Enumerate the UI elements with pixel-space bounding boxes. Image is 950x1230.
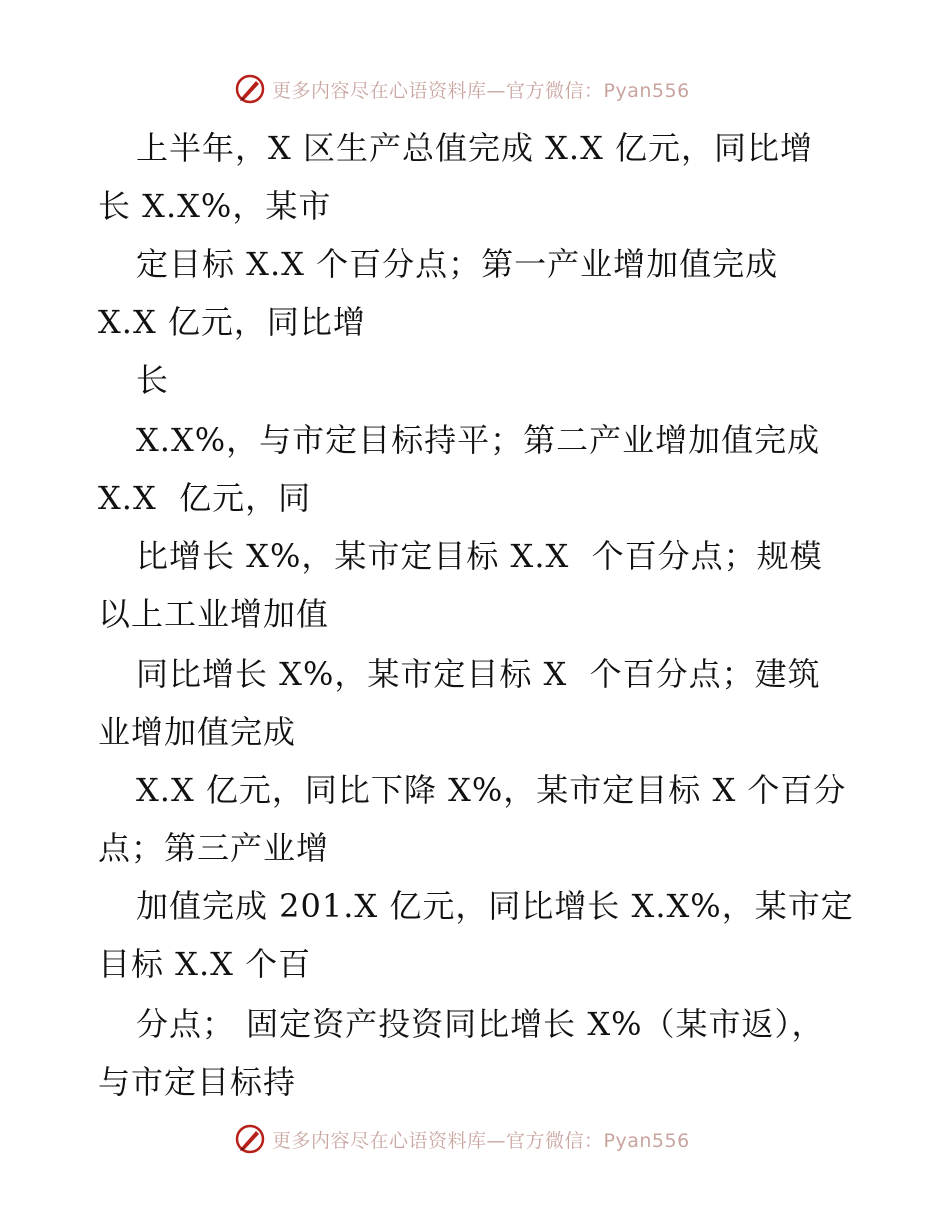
text-line: 加值完成 201.X 亿元，同比增长 X.X%，某市定 — [136, 887, 854, 925]
text-line: 同比增长 X%，某市定目标 X 个百分点；建筑 — [136, 655, 821, 693]
text-line: 定目标 X.X 个百分点；第一产业增加值完成 — [136, 245, 779, 283]
text-line: 点；第三产业增 — [98, 829, 330, 867]
text-line: 目标 X.X 个百 — [98, 945, 312, 983]
text-line: 分点； 固定资产投资同比增长 X%（某市返）， — [136, 1005, 825, 1043]
footer-banner-text: 更多内容尽在心语资料库—官方微信：Pyan556 — [272, 1129, 690, 1152]
text-line: 长 X.X%，某市 — [98, 187, 332, 225]
header-banner — [234, 72, 690, 106]
text-line: X.X 亿元，同比增 — [98, 303, 366, 341]
text-line: 业增加值完成 — [98, 713, 297, 751]
text-line: 长 — [136, 361, 170, 399]
footer-banner — [234, 1122, 690, 1156]
text-line: 与市定目标持 — [98, 1063, 297, 1101]
text-line: X.X 亿元，同 — [98, 479, 312, 517]
text-line: 上半年，X 区生产总值完成 X.X 亿元，同比增 — [136, 129, 814, 167]
text-line: 比增长 X%，某市定目标 X.X 个百分点；规模 — [136, 537, 823, 575]
text-line: X.X 亿元，同比下降 X%，某市定目标 X 个百分 — [136, 771, 847, 809]
red-pen-circle-icon — [234, 1123, 266, 1155]
red-pen-circle-icon — [234, 73, 266, 105]
text-line: X.X%，与市定目标持平；第二产业增加值完成 — [136, 421, 821, 459]
text-line: 以上工业增加值 — [98, 595, 330, 633]
header-banner-text: 更多内容尽在心语资料库—官方微信：Pyan556 — [272, 79, 690, 102]
